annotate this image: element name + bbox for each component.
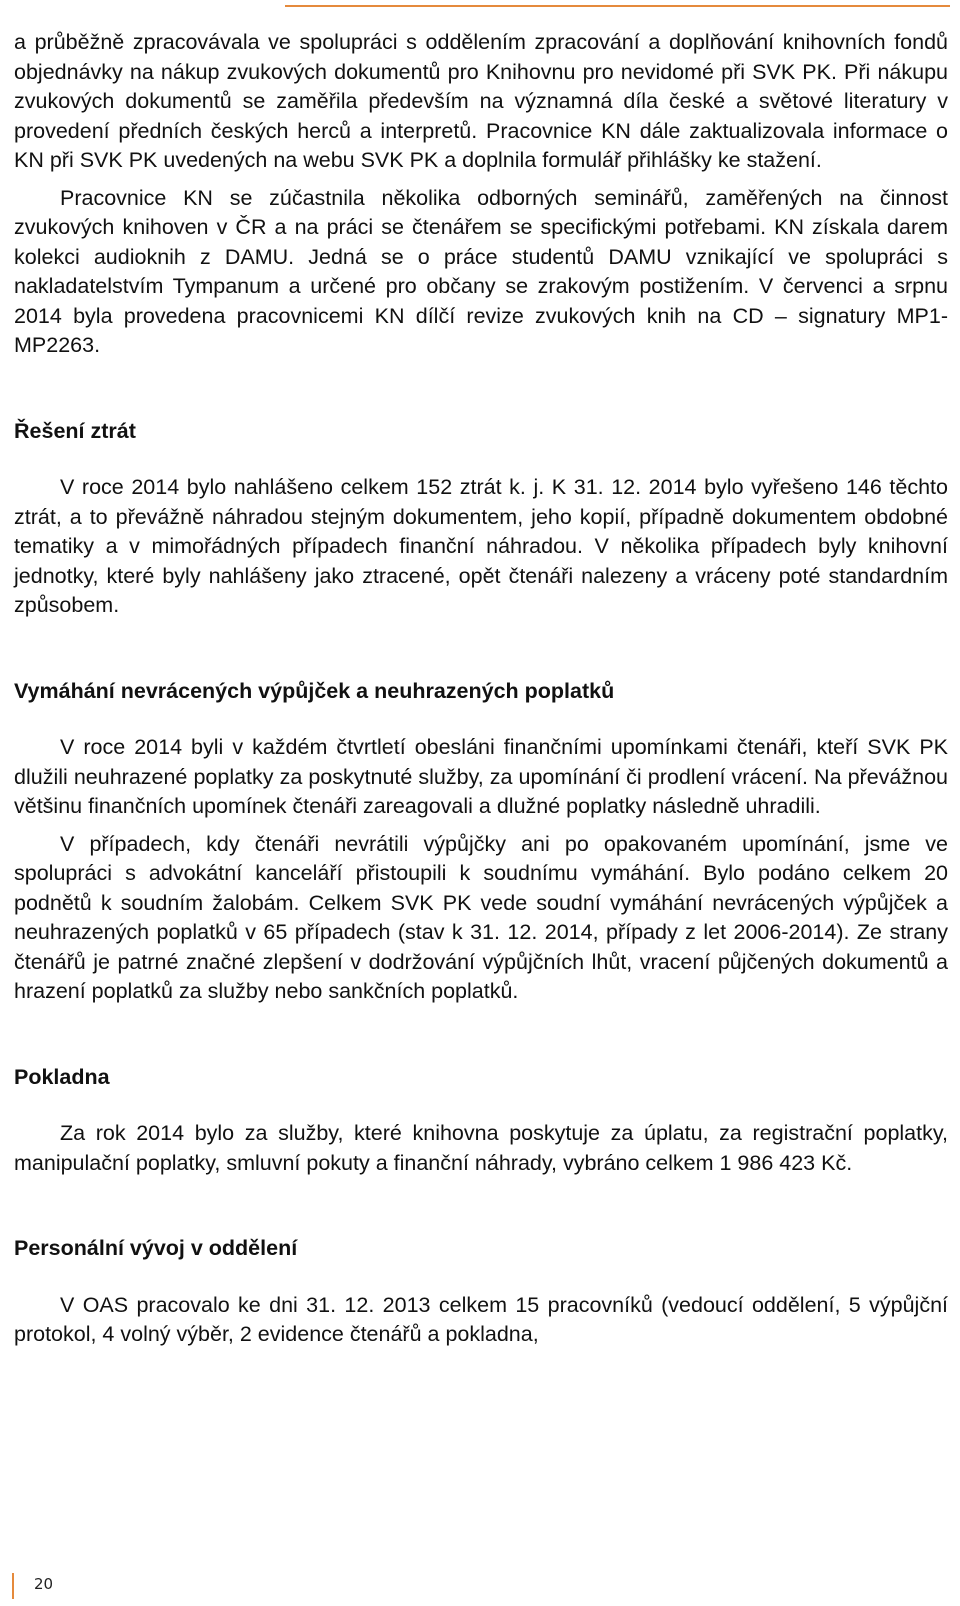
page-number: 20 [34, 1575, 54, 1593]
intro-paragraph-2: Pracovnice KN se zúčastnila několika odborných seminářů, zaměřených na činnost zvukových knihoven v ČR a na práci se čtenářem se specifickými potřebami. KN získala darem kolekci audioknih z DAMU. Jedná se o práce studentů DAMU vznikající ve spolupráci s nakladatelstvím Tympanum a určené pro občany se zrakovým postižením. V červenci a srpnu 2014 byla provedena pracovnicemi KN dílčí revize zvukových knih na CD – signatury MP1-MP2263. [14, 185, 948, 357]
footer-accent-bar [12, 1573, 14, 1599]
section-heading-staff: Personální vývoj v oddělení [14, 1236, 298, 1260]
section-heading-cash: Pokladna [14, 1064, 110, 1089]
recovery-paragraph-2: V případech, kdy čtenáři nevrátili výpůjčky ani po opakovaném upomínání, jsme ve spolupráci s advokátní kanceláří přistoupili k soudnímu vymáhání. Bylo podáno celkem 20 podnětů k soudním žalobám. Celkem SVK PK vede soudní vymáhání nevrácených výpůjček a neuhrazených poplatků v 65 případech (stav k 31. 12. 2014, případy z let 2006-2014). Ze strany čtenářů je patrné značné zlepšení v dodržování výpůjčních lhůt, vracení půjčených dokumentů a hrazení poplatků za služby nebo sankčních poplatků. [14, 831, 948, 1003]
losses-paragraph: V roce 2014 bylo nahlášeno celkem 152 ztrát k. j. K 31. 12. 2014 bylo vyřešeno 146 těchto ztrát, a to převážně náhradou stejným dokumentem, jeho kopií, případně dokumentem obdobné tematiky a v mimořádných případech finanční náhradou. V několika případech byly knihovní jednotky, které byly nahlášeny jako ztracené, opět čtenáři nalezeny a vráceny poté standardním způsobem. [14, 475, 948, 617]
document-body [14, 28, 948, 1350]
section-heading-recovery: Vymáhání nevrácených výpůjček a neuhrazených poplatků [14, 678, 615, 703]
section-heading-losses: Řešení ztrát [14, 418, 136, 443]
recovery-paragraph-1: V roce 2014 byli v každém čtvrtletí obesláni finančními upomínkami čtenáři, kteří SVK PK dlužili neuhrazené poplatky za poskytnuté služby, za upomínání či prodlení vrácení. Na převážnou většinu finančních upomínek čtenáři zareagovali a dlužné poplatky následně uhradili. [14, 735, 948, 818]
cash-paragraph: Za rok 2014 bylo za služby, které knihovna poskytuje za úplatu, za registrační poplatky, manipulační poplatky, smluvní pokuty a finanční náhrady, vybráno celkem 1 986 423 Kč. [14, 1121, 948, 1175]
staff-paragraph: V OAS pracovalo ke dni 31. 12. 2013 celkem 15 pracovníků (vedoucí oddělení, 5 výpůjční protokol, 4 volný výběr, 2 evidence čtenářů a pokladna, [14, 1292, 948, 1346]
header-accent-rule [285, 5, 950, 7]
intro-paragraph-1: a průběžně zpracovávala ve spolupráci s oddělením zpracování a doplňování knihovních fondů objednávky na nákup zvukových dokumentů pro Knihovnu pro nevidomé při SVK PK. Při nákupu zvukových dokumentů se zaměřila především na významná díla české a světové literatury v provedení předních českých herců a interpretů. Pracovnice KN dále zaktualizovala informace o KN při SVK PK uvedených na webu SVK PK a doplnila formulář přihlášky ke stažení. [14, 30, 948, 172]
